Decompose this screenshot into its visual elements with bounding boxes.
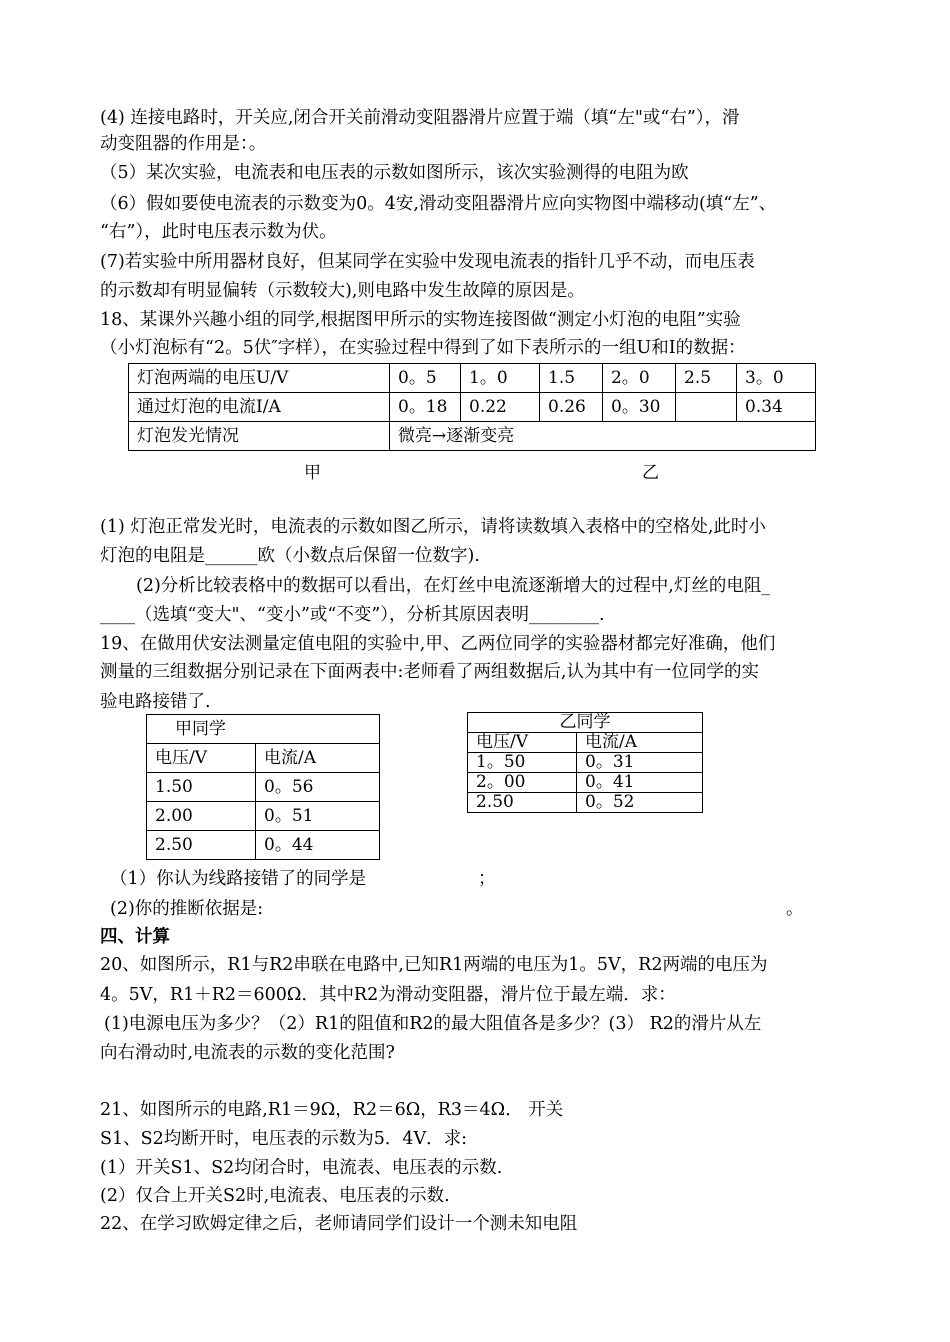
question-18-sub1-b: 灯泡的电阻是______欧（小数点后保留一位数字).: [100, 546, 480, 566]
table-row: [147, 715, 380, 744]
table-cell: 0。5: [390, 364, 461, 393]
line-q17-6a: （6）假如要使电流表的示数变为0。4安,滑动变阻器滑片应向实物图中端移动(填“左”、: [100, 194, 777, 214]
table-row: [468, 733, 703, 753]
table-cell: 微亮→逐渐变亮: [390, 422, 816, 451]
question-18-b: （小灯泡标有“2。5伏″字样），在实验过程中得到了如下表所示的一组U和I的数据：: [100, 338, 746, 358]
line-q17-7b: 的示数却有明显偏转（示数较大),则电路中发生故障的原因是。: [100, 281, 585, 301]
table-cell: 1.50: [147, 773, 256, 802]
question-19-a: 19、在做用伏安法测量定值电阻的实验中,甲、乙两位同学的实验器材都完好准确，他们: [100, 634, 776, 654]
table-cell: 3。0: [737, 364, 816, 393]
question-18-sub1-a: (1) 灯泡正常发光时，电流表的示数如图乙所示，请将读数填入表格中的空格处,此时小: [100, 517, 766, 537]
question-18-sub2-a: (2)分析比较表格中的数据可以看出，在灯丝中电流逐渐增大的过程中,灯丝的电阻_: [136, 576, 771, 596]
question-18-a: 18、某课外兴趣小组的同学,根据图甲所示的实物连接图做“测定小灯泡的电阻”实验: [100, 310, 741, 330]
table-cell: 1。0: [461, 364, 540, 393]
table-row: [129, 364, 816, 393]
table-cell-blank: [676, 393, 737, 422]
table-cell: 0。56: [256, 773, 380, 802]
bulb-data-table: [128, 363, 816, 451]
student-yi-table: [467, 712, 703, 813]
question-19-b: 测量的三组数据分别记录在下面两表中:老师看了两组数据后,认为其中有一位同学的实: [100, 662, 759, 682]
question-20-d: 向右滑动时,电流表的示数的变化范围?: [100, 1043, 395, 1063]
section-heading-calc: 四、计算: [100, 927, 170, 947]
table-row: [468, 713, 703, 733]
question-22-a: 22、在学习欧姆定律之后，老师请同学们设计一个测未知电阻: [100, 1214, 578, 1234]
table-cell: 0.26: [540, 393, 603, 422]
table-row: [147, 773, 380, 802]
table-row: [468, 753, 703, 773]
figure-caption-jia: 甲: [304, 463, 321, 483]
line-q17-5: （5）某次实验，电流表和电压表的示数如图所示，该次实验测得的电阻为欧: [100, 163, 689, 183]
question-21-d: (2）仅合上开关S2时,电流表、电压表的示数.: [100, 1186, 450, 1206]
table-row: [468, 793, 703, 813]
table-cell: 0。30: [603, 393, 676, 422]
table-cell: 0。41: [577, 773, 703, 793]
question-19-sub2: (2)你的推断依据是:: [110, 899, 264, 919]
table-cell: 0。52: [577, 793, 703, 813]
question-19-sub2-end: 。: [786, 899, 804, 919]
row-label: 灯泡发光情况: [129, 422, 390, 451]
table-cell: 0。31: [577, 753, 703, 773]
table-row: [129, 422, 816, 451]
line-q17-4a: (4) 连接电路时，开关应,闭合开关前滑动变阻器滑片应置于端（填“左"或“右”），滑: [100, 108, 740, 128]
table-cell: 0.22: [461, 393, 540, 422]
table-cell: 0。51: [256, 802, 380, 831]
row-label: 灯泡两端的电压U/V: [129, 364, 390, 393]
line-q17-7a: (7)若实验中所用器材良好，但某同学在实验中发现电流表的指针几乎不动，而电压表: [100, 252, 755, 272]
table-title: 甲同学: [147, 715, 380, 744]
column-header: 电压/V: [147, 744, 256, 773]
question-20-c: (1)电源电压为多少？（2）R1的阻值和R2的最大阻值各是多少？(3） R2的滑片从左: [104, 1014, 762, 1034]
line-q17-4b: 动变阻器的作用是：。: [100, 134, 267, 154]
table-row: [129, 393, 816, 422]
table-cell: 2。0: [603, 364, 676, 393]
student-jia-table: [146, 714, 380, 860]
table-cell: 1.5: [540, 364, 603, 393]
table-cell: 1。50: [468, 753, 577, 773]
question-19-sub1: （1）你认为线路接错了的同学是: [110, 869, 367, 889]
question-21-b: S1、S2均断开时，电压表的示数为5．4V．求:: [100, 1129, 468, 1149]
question-20-a: 20、如图所示，R1与R2串联在电路中,已知R1两端的电压为1。5V，R2两端的电压为: [100, 955, 768, 975]
question-21-a: 21、如图所示的电路,R1＝9Ω，R2＝6Ω，R3＝4Ω． 开关: [100, 1100, 564, 1120]
table-row: [147, 744, 380, 773]
question-19-sub1-end: ；: [478, 869, 496, 889]
row-label: 通过灯泡的电流I/A: [129, 393, 390, 422]
question-19-c: 验电路接错了.: [100, 692, 211, 712]
table-cell: 0。18: [390, 393, 461, 422]
table-cell: 2.50: [147, 831, 256, 860]
question-20-b: 4。5V，R1＋R2＝600Ω．其中R2为滑动变阻器，滑片位于最左端．求：: [100, 985, 676, 1005]
table-cell: 2.00: [147, 802, 256, 831]
table-row: [147, 802, 380, 831]
column-header: 电压/V: [468, 733, 577, 753]
table-cell: 0。44: [256, 831, 380, 860]
line-q17-6b: “右”），此时电压表示数为伏。: [100, 222, 337, 242]
table-row: [468, 773, 703, 793]
table-cell: 2。00: [468, 773, 577, 793]
table-cell: 2.5: [676, 364, 737, 393]
table-row: [147, 831, 380, 860]
column-header: 电流/A: [577, 733, 703, 753]
question-18-sub2-b: ____（选填“变大"、“变小”或“不变”），分析其原因表明________.: [100, 605, 605, 625]
table-title: 乙同学: [468, 713, 703, 733]
column-header: 电流/A: [256, 744, 380, 773]
question-21-c: (1）开关S1、S2均闭合时，电流表、电压表的示数.: [100, 1158, 503, 1178]
figure-caption-yi: 乙: [642, 463, 659, 483]
table-cell: 0.34: [737, 393, 816, 422]
table-cell: 2.50: [468, 793, 577, 813]
